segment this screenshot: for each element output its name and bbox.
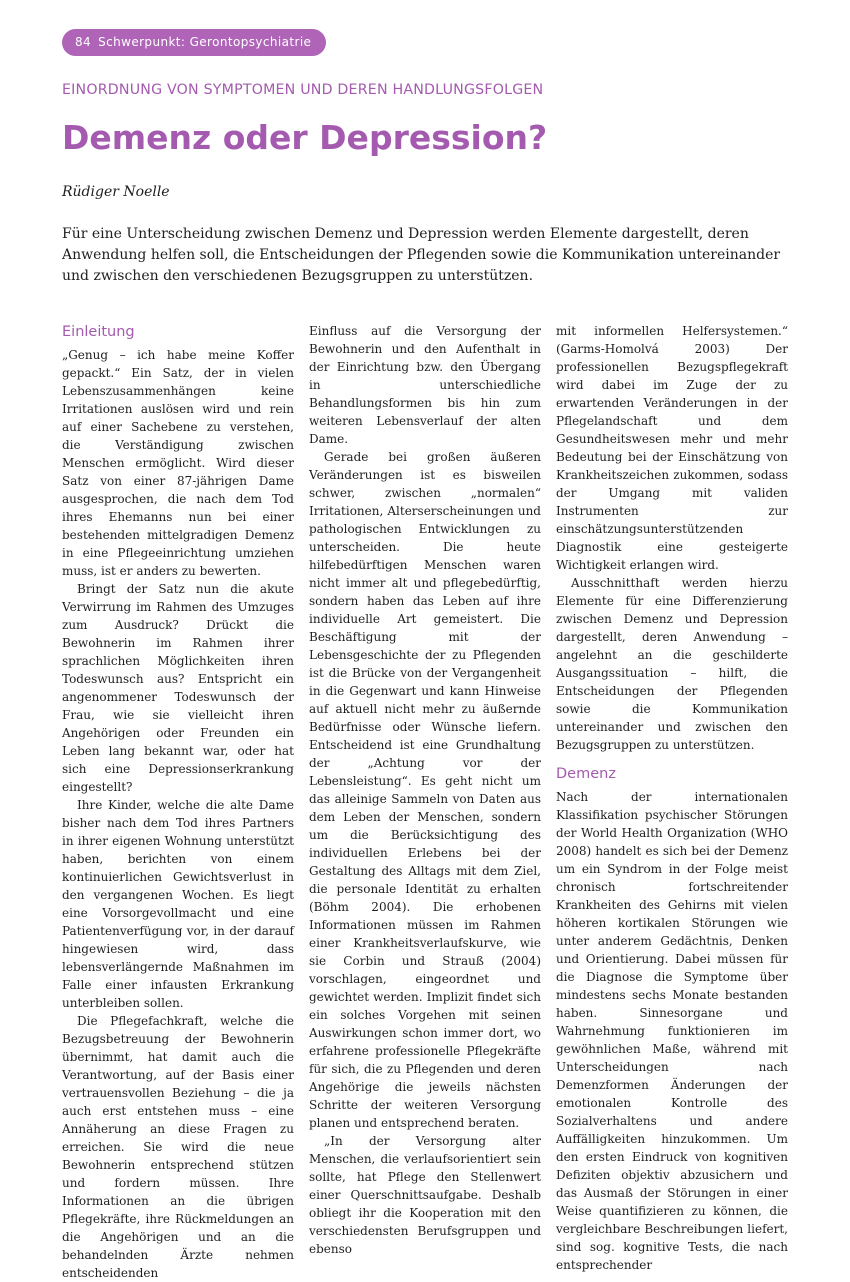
paragraph: Ihre Kinder, welche die alte Dame bisher nach dem Tod ihres Partners in ihrer eigenen Wohnung unterstützt haben, berichten von einem kontinuierlichen Gewichtsverlust in den vergangenen Wochen. Es liegt eine Vorsorgevollmacht und eine Patientenverfügung vor, in der darauf hingewiesen wird, dass lebensverlängernde Maßnahmen im Falle einer infausten Erkrankung unterbleiben sollen. bbox=[62, 798, 294, 1010]
paragraph: „Genug – ich habe meine Koffer gepackt.“ Ein Satz, der in vielen Lebenszusammenhängen keine Irritationen auslösen wird und rein auf einer Sachebene zu verstehen, die Verständigung zwischen Menschen ermöglicht. Wird dieser Satz von einer 87-jährigen Dame ausgesprochen, die nach dem Tod ihres Ehemanns nun bei einer bestehenden mittelgradigen Demenz in eine Pflegeeinrichtung umziehen muss, ist er anders zu bewerten. bbox=[62, 348, 294, 578]
article-kicker: EINORDNUNG VON SYMPTOMEN UND DEREN HANDLUNGSFOLGEN bbox=[62, 82, 544, 98]
page-number: 84 bbox=[75, 35, 92, 49]
text-column-3 bbox=[556, 322, 788, 1274]
paragraph: Bringt der Satz nun die akute Verwirrung im Rahmen des Umzuges zum Ausdruck? Drückt die Bewohnerin im Rahmen ihrer sprachlichen Möglichkeiten ihren Todeswunsch aus? Entspricht ein angenommener Todeswunsch der Frau, wie sie vielleicht ihren Angehörigen oder Freunden ein Leben lang bekannt war, oder hat sich eine Depressionserkrankung eingestellt? bbox=[62, 582, 294, 794]
text-column-1 bbox=[62, 322, 294, 1282]
paragraph: Die Pflegefachkraft, welche die Bezugsbetreuung der Bewohnerin übernimmt, hat damit auch die Verantwortung, auf der Basis einer vertrauensvollen Beziehung – die ja auch erst entstehen muss – eine Annäherung an diese Fragen zu erreichen. Sie wird die neue Bewohnerin entsprechend stützen und fordern müssen. Ihre Informationen an die übrigen Pflegekräfte, ihre Rückmeldungen an die Angehörigen und an die behandelnden Ärzte nehmen entscheidenden bbox=[62, 1014, 294, 1280]
paragraph: Gerade bei großen äußeren Veränderungen ist es bisweilen schwer, zwischen „normalen“ Irritationen, Alterserscheinungen und pathologischen Entwicklungen zu unterscheiden. Die heute hilfebedürftigen Menschen waren nicht immer alt und pflegebedürftig, sondern haben das Leben auf ihre individuelle Art gemeistert. Die Beschäftigung mit der Lebensgeschichte der zu Pflegenden ist die Brücke von der Vergangenheit in die Gegenwart und kann Hinweise auf aktuell nicht mehr zu äußernde Bedürfnisse oder Wünsche liefern. Entscheidend ist eine Grundhaltung der „Achtung vor der Lebensleistung“. Es geht nicht um das alleinige Sammeln von Daten aus dem Leben der Menschen, sondern um die Berücksichtigung des individuellen Erlebens bei der Gestaltung des Alltags mit dem Ziel, die personale Identität zu erhalten (Böhm 2004). Die erhobenen Informationen müssen im Rahmen einer Krankheitsverlaufskurve, wie sie Corbin und Strauß (2004) vorschlagen, eingeordnet und gewichtet werden. Implizit findet sich ein solches Vorgehen mit seinen Auswirkungen schon immer dort, wo erfahrene professionelle Pflegekräfte für sich, die zu Pflegenden und deren Angehörige die jeweils nächsten Schritte der weiteren Versorgung planen und entsprechend beraten. bbox=[309, 450, 541, 1130]
paragraph: Nach der internationalen Klassifikation psychischer Störungen der World Health Organization (WHO 2008) handelt es sich bei der Demenz um ein Syndrom in der Folge meist chronisch fortschreitender Krankheiten des Gehirns mit vielen höheren kortikalen Störungen wie unter anderem Gedächtnis, Denken und Orientierung. Dabei müssen für die Diagnose die Symptome über mindestens sechs Monate bestanden haben. Sinnesorgane und Wahrnehmung funktionieren im gewöhnlichen Maße, während mit Unterscheidungen nach Demenzformen Änderungen der emotionalen Kontrolle des Sozialverhaltens und andere Auffälligkeiten hinzukommen. Um den ersten Eindruck von kognitiven Defiziten objektiv abzusichern und das Ausmaß der Störungen in einer Weise quantifizieren zu können, die vergleichbare Beschreibungen liefert, sind sog. kognitive Tests, die nach entsprechender bbox=[556, 790, 788, 1272]
paragraph: „In der Versorgung alter Menschen, die verlaufsorientiert sein sollte, hat Pflege den Stellenwert einer Querschnittsaufgabe. Deshalb obliegt ihr die Kooperation mit den verschiedensten Berufsgruppen und ebenso bbox=[309, 1134, 541, 1256]
section-label: Schwerpunkt: Gerontopsychiatrie bbox=[98, 35, 312, 49]
article-author: Rüdiger Noelle bbox=[62, 184, 170, 200]
text-column-2 bbox=[309, 322, 541, 1258]
article-title: Demenz oder Depression? bbox=[62, 118, 548, 157]
paragraph: Ausschnitthaft werden hierzu Elemente für eine Differenzierung zwischen Demenz und Depression dargestellt, deren Anwendung – angelehnt an die geschilderte Ausgangssituation – hilft, die Entscheidungen der Pflegenden sowie die Kommunikation untereinander und zwischen den Bezugsgruppen zu unterstützen. bbox=[556, 576, 788, 752]
heading-demenz: Demenz bbox=[556, 766, 616, 782]
article-abstract: Für eine Unterscheidung zwischen Demenz und Depression werden Elemente dargestellt, deren Anwendung helfen soll, die Entscheidungen der Pflegenden sowie die Kommunikation untereinander und zwischen den verschiedenen Bezugsgruppen zu unterstützen. bbox=[62, 226, 781, 284]
heading-einleitung: Einleitung bbox=[62, 324, 135, 340]
paragraph: mit informellen Helfersystemen.“ (Garms-Homolvá 2003) Der professionellen Bezugspflegekraft wird dabei im Zuge der zu erwartenden Veränderungen in der Pflegelandschaft und dem Gesundheitswesen mehr und mehr Bedeutung bei der Einschätzung von Krankheitszeichen zukommen, sodass der Umgang mit validen Instrumenten zur einschätzungsunterstützenden Diagnostik eine gesteigerte Wichtigkeit erlangen wird. bbox=[556, 324, 788, 572]
section-header-badge bbox=[62, 29, 326, 56]
paragraph: Einfluss auf die Versorgung der Bewohnerin und den Aufenthalt in der Einrichtung bzw. den Übergang in unterschiedliche Behandlungsformen bis hin zum weiteren Lebensverlauf der alten Dame. bbox=[309, 324, 541, 446]
